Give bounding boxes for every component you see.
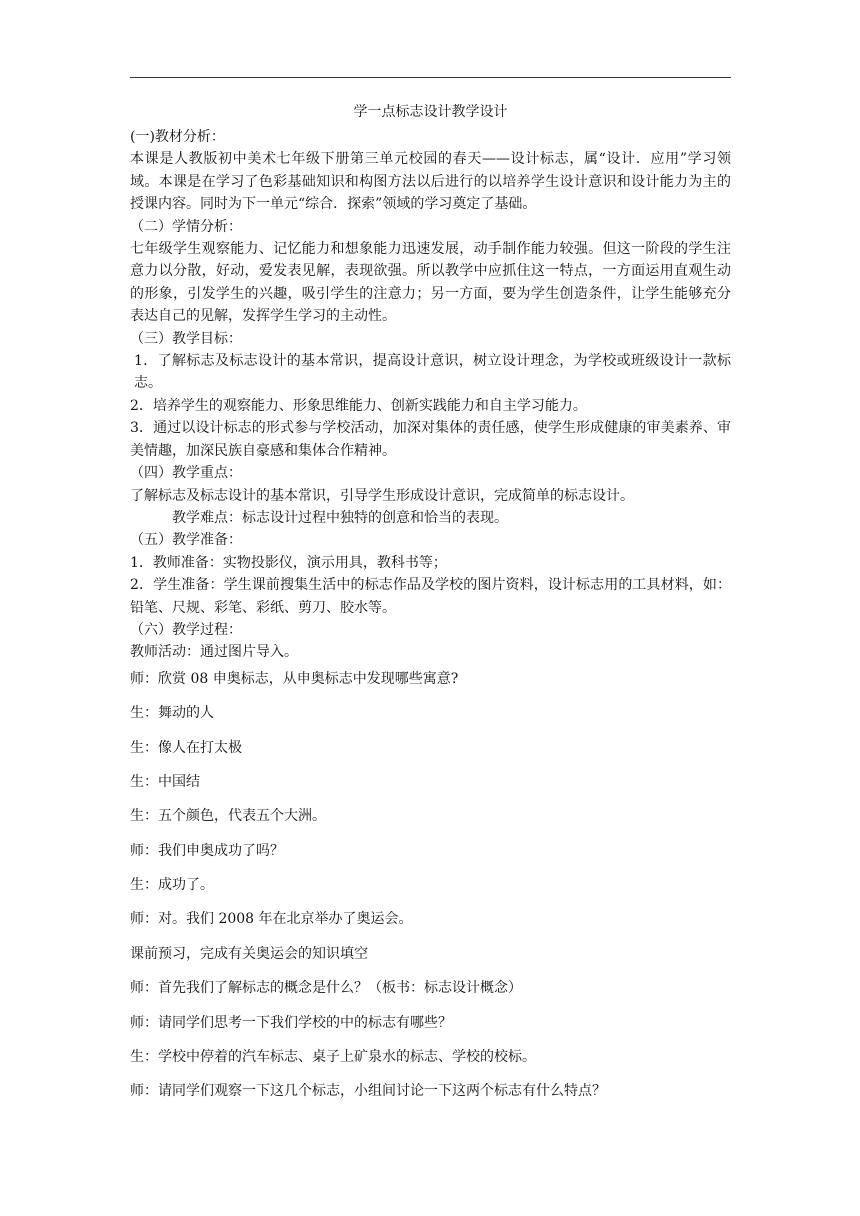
dialogue-line: 师：我们申奥成功了吗？ — [130, 842, 284, 859]
dialogue-line: 师：首先我们了解标志的概念是什么？（板书：标志设计概念） — [130, 980, 522, 997]
dialogue-line: 课前预习，完成有关奥运会的知识填空 — [130, 945, 368, 962]
section-2-heading: （二）学情分析： — [130, 218, 242, 235]
preparation-item: 2．学生准备：学生课前搜集生活中的标志作品及学校的图片资料，设计标志用的工具材料，如：铅笔、尺规、彩笔、彩纸、剪刀、胶水等。 — [130, 577, 731, 616]
dialogue-line: 生：舞动的人 — [130, 705, 214, 722]
objective-item: 3．通过以设计标志的形式参与学校活动，加深对集体的责任感，使学生形成健康的审美素养、审美情趣，加深民族自豪感和集体合作精神。 — [130, 420, 731, 459]
dialogue-line: 师：请同学们观察一下这几个标志，小组间讨论一下这两个标志有什么特点？ — [130, 1083, 606, 1100]
section-4-body: 了解标志及标志设计的基本常识，引导学生形成设计意识，完成简单的标志设计。 — [130, 487, 634, 504]
document-title: 学一点标志设计教学设计 — [353, 104, 508, 120]
dialogue-line: 生：中国结 — [130, 773, 200, 790]
dialogue-line: 师：对。我们 2008 年在北京举办了奥运会。 — [130, 911, 413, 928]
dialogue-line: 师：欣赏 08 申奥标志，从申奥标志中发现哪些寓意? — [130, 670, 459, 687]
dialogue-line: 生：五个颜色，代表五个大洲。 — [130, 808, 326, 825]
teaching-difficulty: 教学难点：标志设计过程中独特的创意和恰当的表现。 — [172, 509, 508, 526]
section-1-heading: (一)教材分析： — [130, 129, 225, 145]
header-rule — [130, 77, 731, 78]
dialogue-line: 生：成功了。 — [130, 877, 214, 894]
section-5-heading: （五）教学准备： — [130, 532, 242, 549]
section-4-heading: （四）教学重点： — [130, 465, 242, 482]
dialogue-line: 师：请同学们思考一下我们学校的中的标志有哪些？ — [130, 1014, 452, 1031]
section-6-heading: （六）教学过程： — [130, 621, 242, 638]
preparation-item: 1．教师准备：实物投影仪，演示用具，教科书等； — [130, 554, 447, 571]
section-1-body: 本课是人教版初中美术七年级下册第三单元校园的春天——设计标志，属“设计．应用”学习领域。本课是在学习了色彩基础知识和构图方法以后进行的以培养学生设计意识和设计能力为主的授课内容。同时为下一单元“综合．探索”领域的学习奠定了基础。 — [130, 151, 731, 213]
objective-item: 2．培养学生的观察能力、形象思维能力、创新实践能力和自主学习能力。 — [130, 397, 587, 414]
section-3-heading: （三）教学目标： — [130, 330, 242, 347]
objective-item: 1．了解标志及标志设计的基本常识，提高设计意识，树立设计理念，为学校或班级设计一款标志。 — [134, 353, 731, 392]
document-page — [130, 100, 731, 1103]
dialogue-line: 生：像人在打太极 — [130, 739, 242, 756]
dialogue-line: 生：学校中停着的汽车标志、桌子上矿泉水的标志、学校的校标。 — [130, 1049, 536, 1066]
section-2-body: 七年级学生观察能力、记忆能力和想象能力迅速发展，动手制作能力较强。但这一阶段的学生注意力以分散，好动，爱发表见解，表现欲强。所以教学中应抓住这一特点，一方面运用直观生动的形象，引发学生的兴趣，吸引学生的注意力；另一方面，要为学生创造条件，让学生能够充分表达自己的见解，发挥学生学习的主动性。 — [130, 241, 731, 325]
section-6-intro: 教师活动：通过图片导入。 — [130, 644, 298, 661]
